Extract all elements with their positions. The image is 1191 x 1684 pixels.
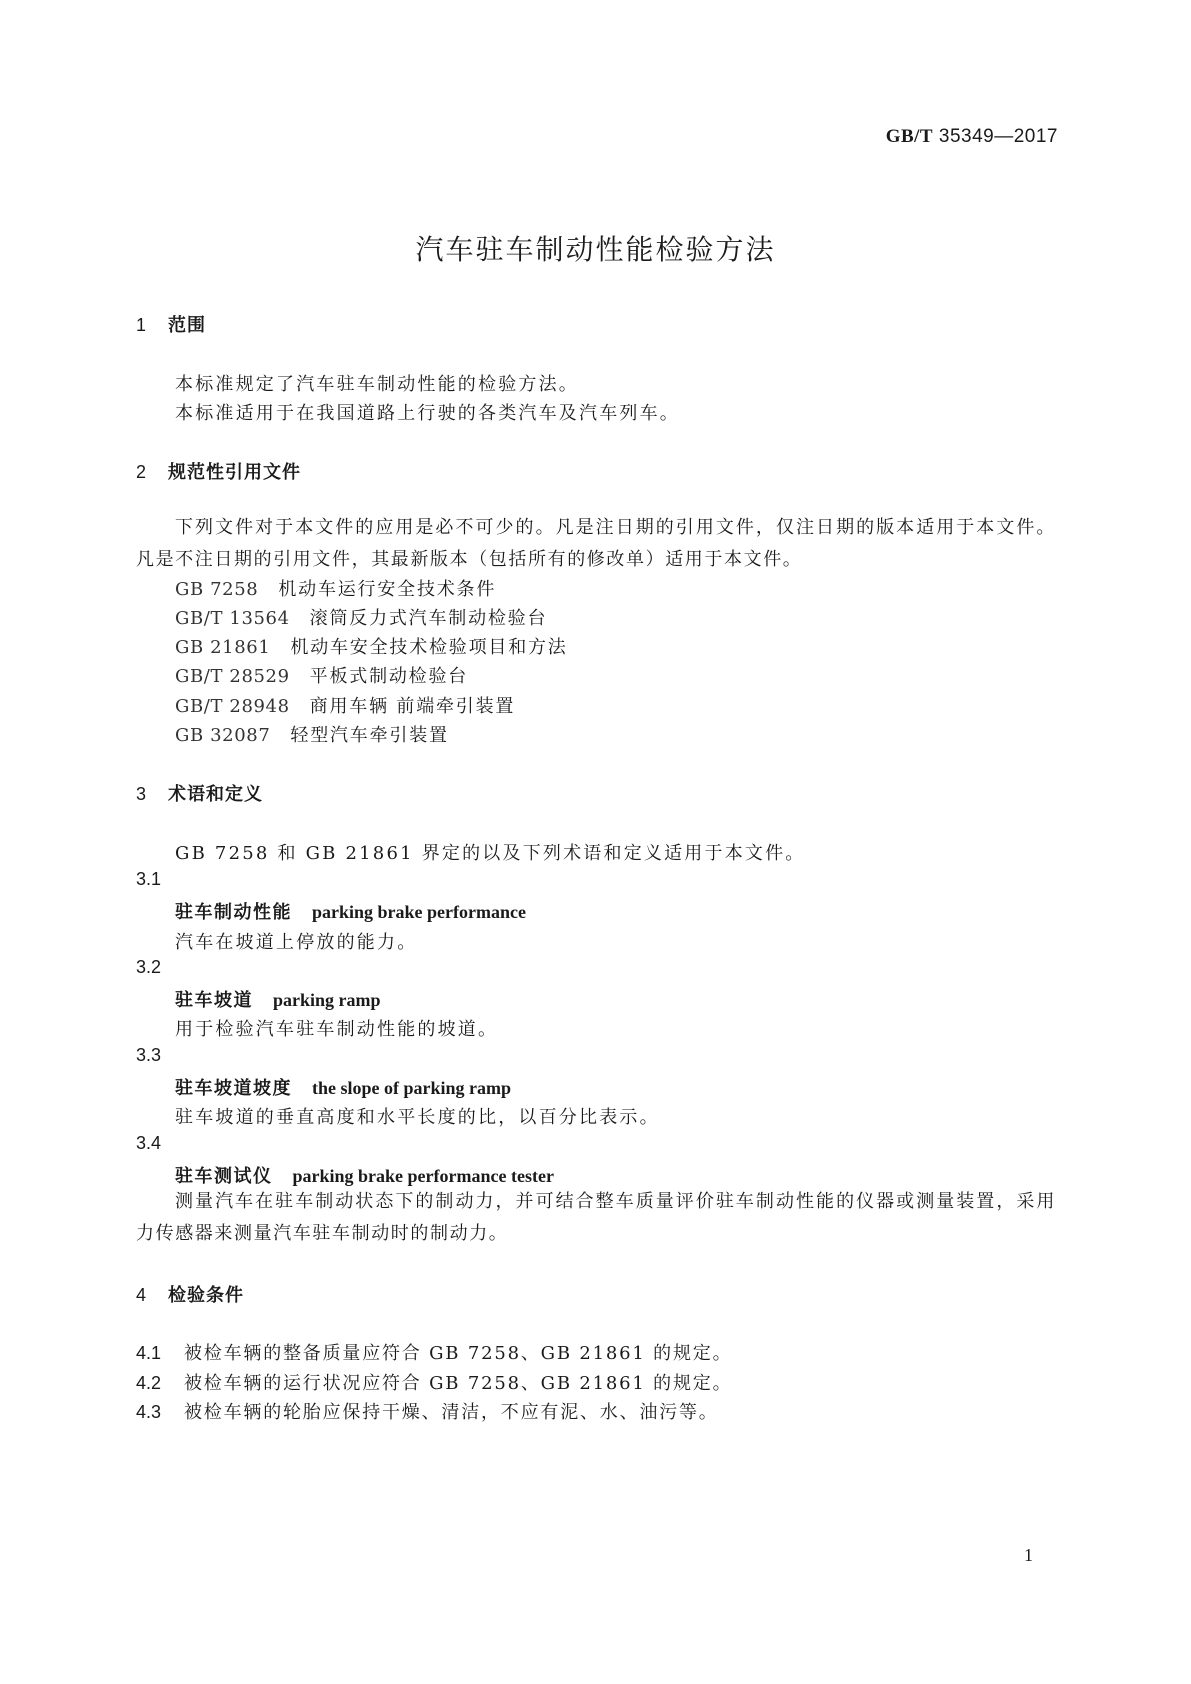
paragraph: 本标准适用于在我国道路上行驶的各类汽车及汽车列车。 — [175, 403, 680, 424]
term-number: 3.4 — [136, 1133, 162, 1153]
term-english: parking brake performance — [312, 902, 526, 922]
term-english: parking brake performance tester — [292, 1166, 554, 1186]
term-number: 3.3 — [136, 1045, 162, 1065]
term-definition: 测量汽车在驻车制动状态下的制动力，并可结合整车质量评价驻车制动性能的仪器或测量装置，采用力传感器来测量汽车驻车制动时的制动力。 — [136, 1191, 1056, 1244]
paragraph: 本标准规定了汽车驻车制动性能的检验方法。 — [175, 374, 579, 395]
reference-item — [175, 604, 547, 630]
reference-item — [175, 692, 515, 718]
reference-code: GB 21861 — [175, 637, 271, 658]
term-heading — [175, 1074, 511, 1100]
section-title: 规范性引用文件 — [168, 462, 301, 483]
condition-item — [136, 1369, 732, 1395]
section-3-heading — [136, 780, 263, 806]
condition-text: 被检车辆的轮胎应保持干燥、清洁，不应有泥、水、油污等。 — [184, 1402, 719, 1423]
reference-code: GB 7258 — [175, 579, 259, 600]
term-definition: 用于检验汽车驻车制动性能的坡道。 — [175, 1019, 499, 1040]
standard-code — [886, 126, 1058, 148]
section-1-heading — [136, 311, 206, 337]
term-chinese: 驻车制动性能 — [175, 902, 292, 923]
section-number: 1 — [136, 315, 148, 335]
section-4-heading — [136, 1281, 244, 1307]
reference-item — [175, 721, 449, 747]
condition-number: 4.3 — [136, 1402, 162, 1422]
reference-title: 平板式制动检验台 — [309, 666, 469, 687]
reference-title: 商用车辆 前端牵引装置 — [309, 696, 516, 717]
section-title: 术语和定义 — [168, 784, 263, 805]
section-number: 4 — [136, 1285, 148, 1305]
section-title: 检验条件 — [168, 1285, 244, 1306]
term-heading — [175, 898, 526, 924]
condition-item — [136, 1398, 719, 1424]
condition-number: 4.2 — [136, 1373, 162, 1393]
term-chinese: 驻车测试仪 — [175, 1166, 273, 1187]
document-title: 汽车驻车制动性能检验方法 — [415, 233, 776, 266]
reference-title: 机动车运行安全技术条件 — [278, 579, 497, 600]
term-number: 3.1 — [136, 869, 162, 889]
term-heading — [175, 1162, 554, 1188]
section-title: 范围 — [168, 315, 206, 336]
condition-number: 4.1 — [136, 1343, 162, 1363]
standard-prefix: GB/T — [885, 126, 934, 147]
reference-title: 机动车安全技术检验项目和方法 — [290, 637, 568, 658]
condition-text: 被检车辆的运行状况应符合 GB 7258、GB 21861 的规定。 — [184, 1373, 733, 1394]
term-chinese: 驻车坡道坡度 — [175, 1078, 292, 1099]
reference-item — [175, 662, 468, 688]
term-definition: 驻车坡道的垂直高度和水平长度的比，以百分比表示。 — [175, 1107, 660, 1128]
section-number: 2 — [136, 462, 148, 482]
reference-item — [175, 633, 568, 659]
paragraph: GB 7258 和 GB 21861 界定的以及下列术语和定义适用于本文件。 — [175, 843, 806, 864]
reference-code: GB 32087 — [175, 725, 271, 746]
standard-number: 35349—2017 — [938, 126, 1058, 147]
reference-title: 滚筒反力式汽车制动检验台 — [309, 608, 548, 629]
section-number: 3 — [136, 784, 148, 804]
page-number: 1 — [1024, 1545, 1033, 1565]
condition-text: 被检车辆的整备质量应符合 GB 7258、GB 21861 的规定。 — [184, 1343, 733, 1364]
term-heading — [175, 986, 381, 1012]
term-chinese: 驻车坡道 — [175, 990, 253, 1011]
term-definition: 汽车在坡道上停放的能力。 — [175, 932, 418, 953]
section-2-heading — [136, 458, 301, 484]
reference-item — [175, 575, 496, 601]
term-english: the slope of parking ramp — [312, 1078, 512, 1098]
reference-title: 轻型汽车牵引装置 — [290, 725, 449, 746]
paragraph: 下列文件对于本文件的应用是必不可少的。凡是注日期的引用文件，仅注日期的版本适用于本文件。凡是不注日期的引用文件，其最新版本（包括所有的修改单）适用于本文件。 — [136, 517, 1056, 570]
term-english: parking ramp — [273, 990, 381, 1010]
reference-code: GB/T 28529 — [175, 666, 290, 687]
reference-code: GB/T 28948 — [175, 696, 290, 717]
term-number: 3.2 — [136, 957, 162, 977]
condition-item — [136, 1339, 732, 1365]
reference-code: GB/T 13564 — [175, 608, 290, 629]
